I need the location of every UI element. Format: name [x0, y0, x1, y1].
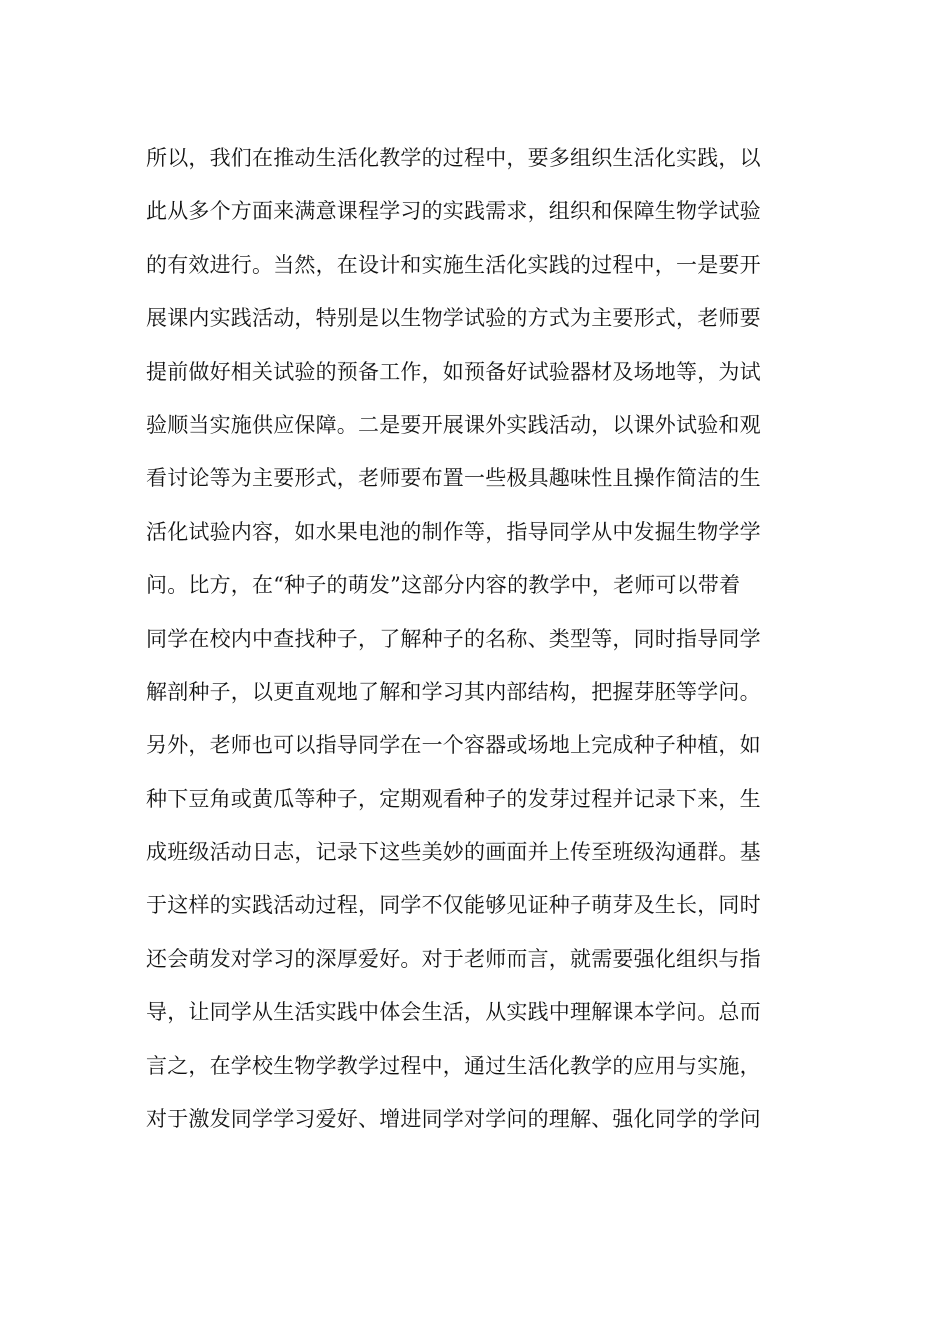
text-line: 言之，在学校生物学教学过程中，通过生活化教学的应用与实施， — [146, 1053, 761, 1078]
text-line: 另外，老师也可以指导同学在一个容器或场地上完成种子种植，如 — [146, 733, 761, 758]
text-line: 导，让同学从生活实践中体会生活，从实践中理解课本学问。总而 — [146, 1000, 761, 1025]
text-line: 同学在校内中查找种子，了解种子的名称、类型等，同时指导同学 — [146, 626, 761, 651]
text-line: 问。比方，在“种子的萌发”这部分内容的教学中，老师可以带着 — [146, 573, 741, 598]
text-line: 对于激发同学学习爱好、增进同学对学问的理解、强化同学的学问 — [146, 1107, 761, 1132]
body-text — [146, 132, 816, 1146]
text-line: 解剖种子，以更直观地了解和学习其内部结构，把握芽胚等学问。 — [146, 679, 761, 704]
text-line: 看讨论等为主要形式，老师要布置一些极具趣味性且操作简洁的生 — [146, 466, 761, 491]
text-line: 种下豆角或黄瓜等种子，定期观看种子的发芽过程并记录下来，生 — [146, 786, 761, 811]
text-line: 所以，我们在推动生活化教学的过程中，要多组织生活化实践，以 — [146, 146, 761, 170]
text-line: 成班级活动日志，记录下这些美妙的画面并上传至班级沟通群。基 — [146, 840, 761, 865]
text-line: 展课内实践活动，特别是以生物学试验的方式为主要形式，老师要 — [146, 306, 761, 331]
text-line: 于这样的实践活动过程，同学不仅能够见证种子萌芽及生长，同时 — [146, 893, 761, 918]
text-line: 还会萌发对学习的深厚爱好。对于老师而言，就需要强化组织与指 — [146, 946, 761, 971]
text-line: 提前做好相关试验的预备工作，如预备好试验器材及场地等，为试 — [146, 359, 761, 384]
text-line: 活化试验内容，如水果电池的制作等，指导同学从中发掘生物学学 — [146, 519, 761, 544]
text-line: 的有效进行。当然，在设计和实施生活化实践的过程中，一是要开 — [146, 252, 761, 277]
text-line: 验顺当实施供应保障。二是要开展课外实践活动，以课外试验和观 — [146, 412, 761, 437]
text-line: 此从多个方面来满意课程学习的实践需求，组织和保障生物学试验 — [146, 199, 761, 224]
